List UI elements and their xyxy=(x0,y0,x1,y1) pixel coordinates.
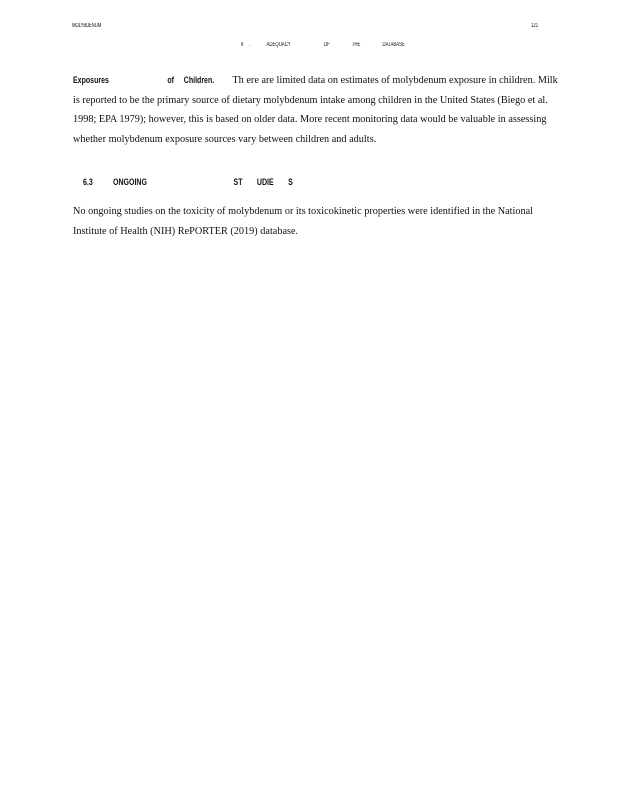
ongoing-studies-paragraph xyxy=(73,202,563,241)
ongoing-studies-text: No ongoing studies on the toxicity of molybdenum or its toxicokinetic properties were identified in the National Institute of Health (NIH) RePORTER (2019) database. xyxy=(73,206,534,237)
document-body xyxy=(73,71,563,259)
running-header-title: MOLYBDENUM xyxy=(72,23,102,29)
section-heading xyxy=(73,167,563,187)
section-title: ONGOING ST UDIE S xyxy=(113,177,293,187)
exposures-text: Th ere are limited data on estimates of molybdenum exposure in children. Milk is reported to be the primary source of dietary molybdenum intake among children in the United States (Biego et al. 1998; EPA 1979); however, this is based on older data. More recent monitoring data would be valuable in assessing whether molybdenum exposure sources vary between children and adults. xyxy=(73,75,558,145)
page-number: 121 xyxy=(531,23,539,29)
chapter-heading: 6 . ADEQUACY OF THE DATABASE xyxy=(241,42,405,48)
exposures-heading: Exposures of Children. xyxy=(73,75,215,85)
section-number: 6.3 xyxy=(83,177,93,187)
exposures-paragraph xyxy=(73,71,563,149)
